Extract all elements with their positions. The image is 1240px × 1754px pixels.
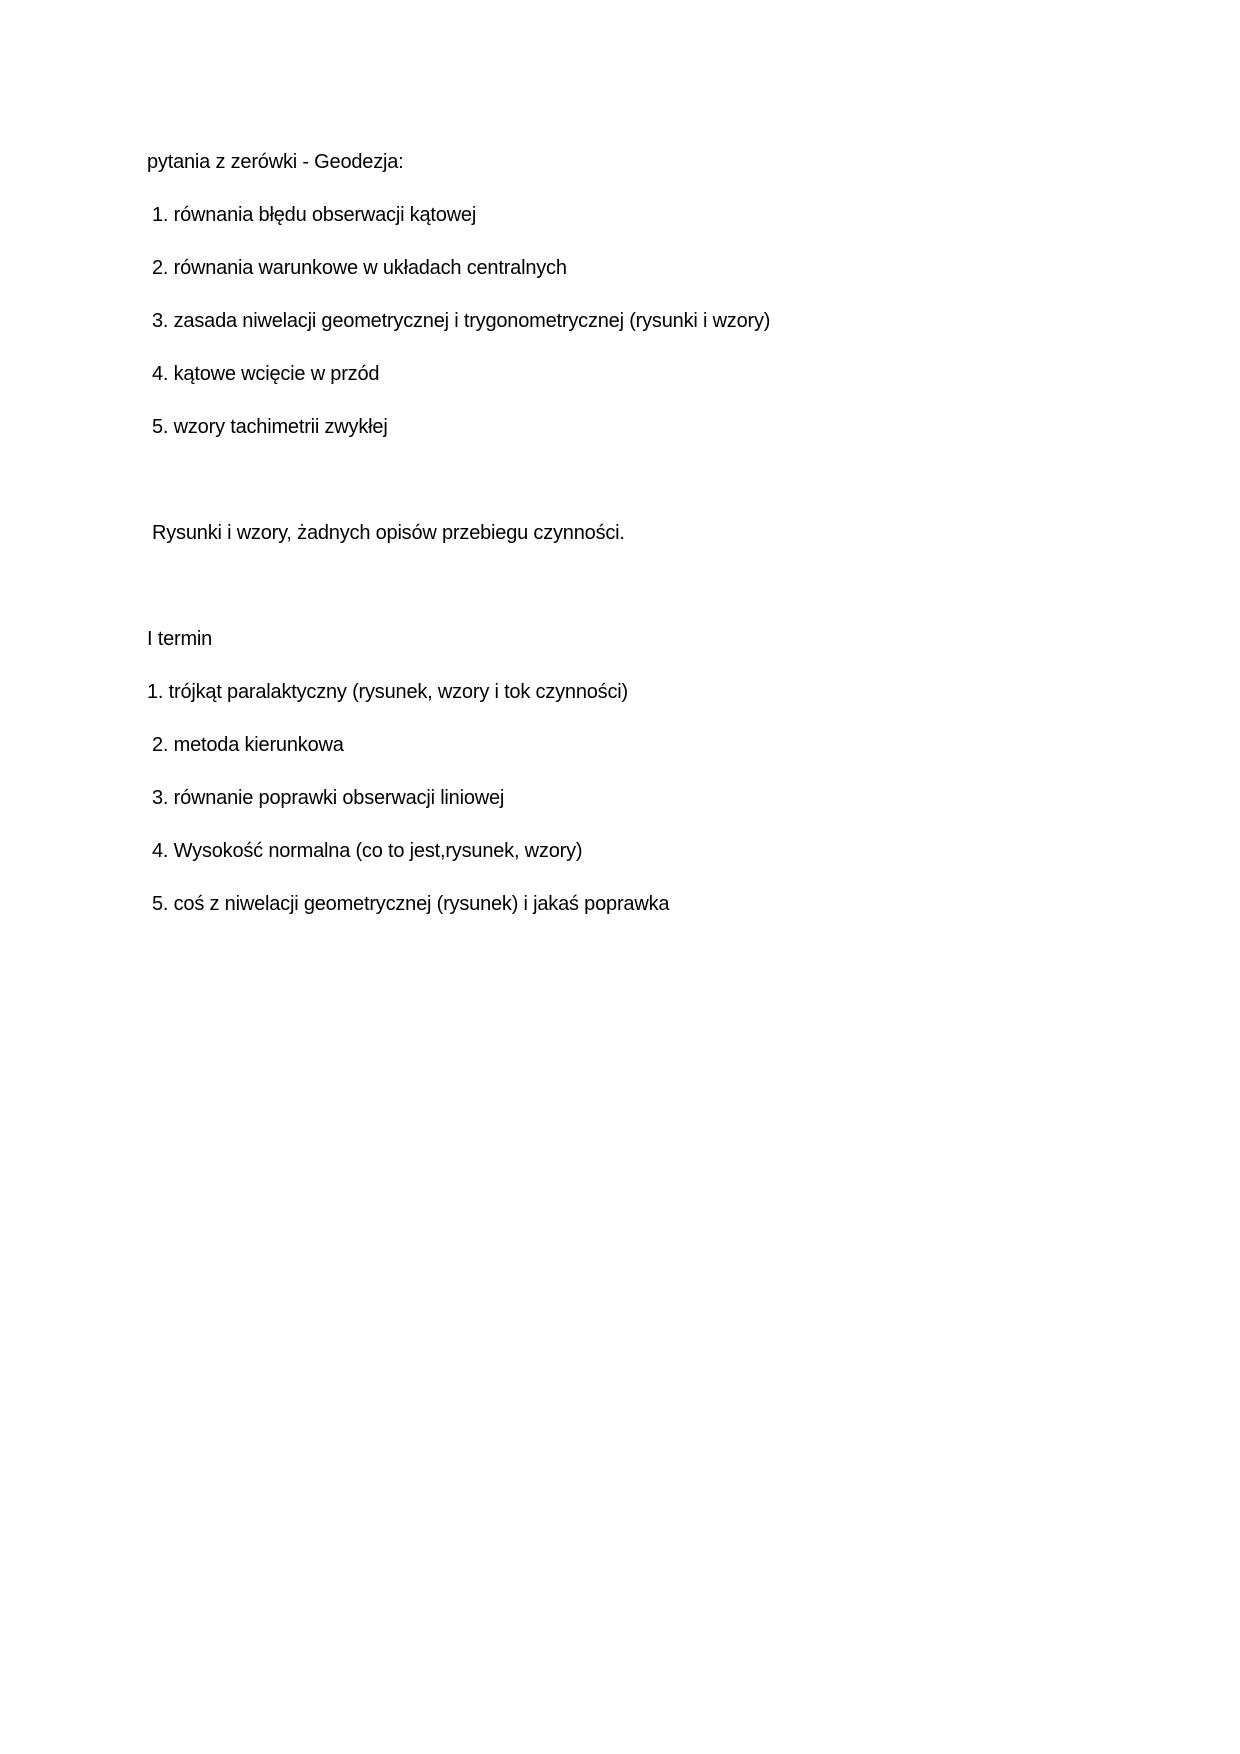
list-item: 4. Wysokość normalna (co to jest,rysunek, wzory) bbox=[152, 840, 583, 862]
note-text: Rysunki i wzory, żadnych opisów przebiegu czynności. bbox=[152, 522, 625, 544]
list-item: 1. trójkąt paralaktyczny (rysunek, wzory i tok czynności) bbox=[147, 681, 628, 703]
list-item: 3. zasada niwelacji geometrycznej i trygonometrycznej (rysunki i wzory) bbox=[152, 310, 771, 332]
document-title: pytania z zerówki - Geodezja: bbox=[147, 151, 404, 173]
list-item: 2. metoda kierunkowa bbox=[152, 734, 344, 756]
list-item: 5. coś z niwelacji geometrycznej (rysunek) i jakaś poprawka bbox=[152, 893, 670, 915]
section-heading: I termin bbox=[147, 628, 213, 650]
list-item: 1. równania błędu obserwacji kątowej bbox=[152, 204, 477, 226]
list-item: 5. wzory tachimetrii zwykłej bbox=[152, 416, 388, 438]
list-item: 3. równanie poprawki obserwacji liniowej bbox=[152, 787, 505, 809]
list-item: 2. równania warunkowe w układach centralnych bbox=[152, 257, 567, 279]
list-item: 4. kątowe wcięcie w przód bbox=[152, 363, 380, 385]
